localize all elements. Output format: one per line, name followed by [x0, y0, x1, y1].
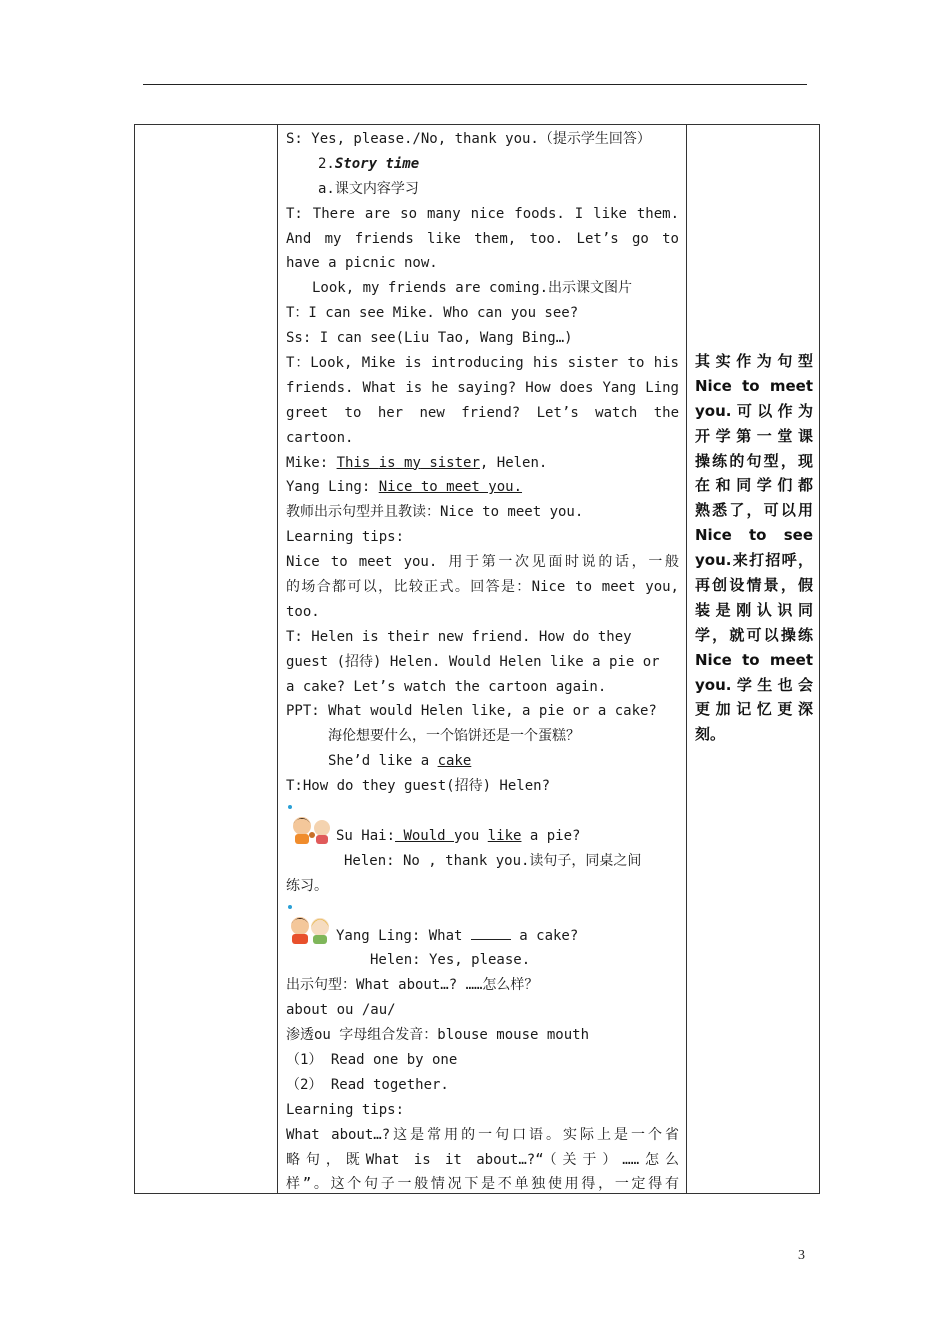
note-line: 熟悉了，可以用: [695, 501, 813, 520]
note-line: 操练的句型，现: [695, 451, 813, 470]
note-line: 装是刚认识同: [695, 600, 813, 619]
fill-answer: sister: [420, 454, 480, 471]
text-line: 出示句型：What about…? ……怎么样？: [286, 977, 539, 994]
text-line: T：Look, Mike is introducing his sister to his: [286, 355, 679, 372]
dialogue-line-mike: Mike: This is my sister, Helen.: [286, 454, 548, 471]
note-line: Nice to meet: [695, 650, 813, 669]
cartoon-illustration-icon: [286, 802, 334, 848]
note-line: 更加记忆更深: [695, 700, 813, 719]
text-line: Helen: No , thank you.读句子，同桌之间: [344, 852, 642, 869]
note-line: Nice to see: [695, 526, 813, 545]
text-line: She’d like a cake: [328, 753, 472, 770]
text-line: too.: [286, 603, 320, 620]
note-line: you.学生也会: [695, 675, 813, 694]
fill-answer: cake: [437, 753, 472, 770]
text-line: Ss: I can see(Liu Tao, Wang Bing…): [286, 330, 573, 347]
learning-tips-label: Learning tips:: [286, 529, 405, 546]
note-line: 学，就可以操练: [695, 625, 813, 644]
teaching-process-column: [286, 127, 679, 1197]
note-line: you.可以作为: [695, 401, 813, 420]
fill-answer: like: [487, 827, 522, 844]
text-line: have a picnic now.: [286, 255, 438, 272]
dialogue-line-yangling-2: Yang Ling: What a cake?: [286, 924, 679, 949]
spacer: [286, 799, 679, 824]
column-divider-right: [686, 125, 687, 1193]
text-line: cartoon.: [286, 429, 354, 446]
text-line: guest (招待) Helen. Would Helen like a pie or: [286, 653, 660, 670]
cartoon-illustration-icon: [286, 902, 334, 948]
fill-answer: is: [378, 454, 396, 471]
header-rule: [143, 84, 807, 85]
note-line: 刻。: [695, 725, 726, 744]
note-line: Nice to meet: [695, 376, 813, 395]
text-line: And my friends like them, too. Let’s go to: [286, 230, 679, 247]
fill-answer: my: [395, 454, 421, 471]
text-line: 略句，既What is it about…?“（关于）……怎么: [286, 1151, 679, 1168]
note-line: 开学第一堂课: [695, 426, 813, 445]
text-line: T：I can see Mike. Who can you see?: [286, 305, 579, 322]
text-line: （1） Read one by one: [286, 1051, 458, 1068]
page-number: 3: [798, 1248, 805, 1263]
text-line: Helen: Yes, please.: [370, 952, 531, 969]
text-line: 样”。这个句子一般情况下是不单独使用得，一定得有: [286, 1176, 679, 1193]
blank-line: [471, 925, 511, 940]
text-line: Look, my friends are coming.出示课文图片: [312, 280, 633, 297]
fill-answer: Would: [395, 827, 455, 844]
column-divider-left: [277, 125, 278, 1193]
section-number: 2.: [318, 155, 335, 172]
text-line: T: There are so many nice foods. I like them.: [286, 205, 679, 222]
section-title: Story time: [334, 155, 420, 172]
spacer: [286, 899, 679, 924]
dialogue-line-suhai: Su Hai: Would you like a pie?: [286, 824, 679, 849]
text-line: What about…?这是常用的一句口语。实际上是一个省: [286, 1126, 679, 1143]
note-line: 其实作为句型: [695, 352, 813, 370]
text-line: 练习。: [286, 877, 328, 894]
learning-tips-label: Learning tips:: [286, 1101, 405, 1118]
text-line: a cake? Let’s watch the cartoon again.: [286, 678, 607, 695]
section-heading: [286, 152, 679, 177]
text-line: T: Helen is their new friend. How do they: [286, 628, 632, 645]
note-line: you.来打招呼，: [695, 551, 813, 570]
text-line: Nice to meet you. 用于第一次见面时说的话，一般: [286, 554, 679, 571]
fill-answer: Nice to meet you.: [378, 479, 523, 496]
lesson-plan-table: [134, 124, 820, 1194]
text-line: about ou /au/: [286, 1002, 396, 1019]
text-line: 渗透ou 字母组合发音：blouse mouse mouth: [286, 1027, 590, 1044]
text-line: 海伦想要什么，一个馅饼还是一个蛋糕？: [328, 728, 580, 745]
fill-answer: This: [336, 454, 379, 471]
text-line: PPT: What would Helen like, a pie or a cake?: [286, 703, 657, 720]
dialogue-line-yangling: Yang Ling: Nice to meet you.: [286, 479, 523, 496]
text-line: S: Yes, please./No, thank you.（提示学生回答）: [286, 131, 651, 147]
teacher-note-column: [695, 349, 813, 747]
text-line: 的场合都可以，比较正式。回答是：Nice to meet you,: [286, 579, 679, 596]
text-line: greet to her new friend? Let’s watch the: [286, 404, 679, 421]
text-line: T:How do they guest(招待) Helen?: [286, 778, 551, 795]
text-line: 教师出示句型并且教读：Nice to meet you.: [286, 504, 584, 521]
note-line: 再创设情景，假: [695, 576, 813, 595]
note-line: 在和同学们都: [695, 476, 813, 495]
text-line: friends. What is he saying? How does Yang Ling: [286, 379, 679, 396]
text-line: （2） Read together.: [286, 1076, 449, 1093]
subsection-heading: a.课文内容学习: [318, 180, 419, 197]
